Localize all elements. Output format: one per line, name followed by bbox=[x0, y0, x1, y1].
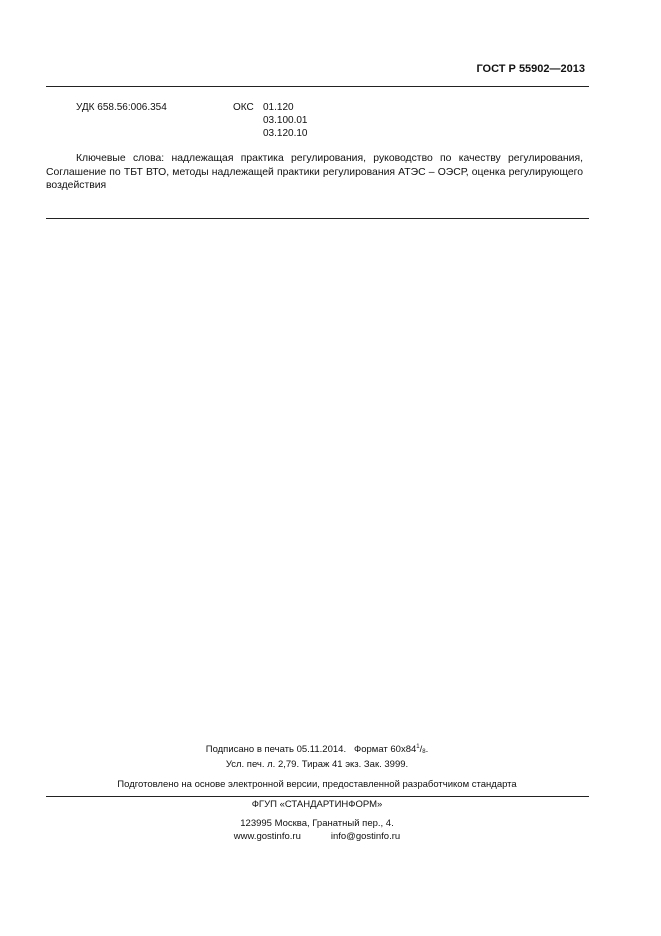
udk-code: УДК 658.56:006.354 bbox=[76, 102, 167, 113]
publisher-address: 123995 Москва, Гранатный пер., 4. bbox=[240, 818, 394, 829]
keywords-divider bbox=[46, 218, 589, 219]
signed-line bbox=[0, 741, 634, 759]
print-details: Усл. печ. л. 2,79. Тираж 41 экз. Зак. 3999. bbox=[225, 758, 409, 770]
website-link[interactable]: www.gostinfo.ru bbox=[233, 830, 301, 842]
prepared-note: Подготовлено на основе электронной версии, предоставленной разработчиком стандарта bbox=[117, 779, 517, 790]
paper-format: Формат $60x84^1/_8$. bbox=[354, 744, 429, 755]
contact-line bbox=[0, 831, 634, 844]
publisher-name: ФГУП «СТАНДАРТИНФОРМ» bbox=[251, 799, 383, 810]
oks-label: ОКС bbox=[233, 102, 254, 113]
oks-codes bbox=[263, 101, 308, 140]
publisher-contacts bbox=[0, 818, 634, 843]
standard-code: ГОСТ Р 55902—2013 bbox=[476, 63, 585, 75]
oks-code: 03.120.10 bbox=[263, 128, 308, 139]
header-divider bbox=[46, 86, 589, 87]
signed-date: Подписано в печать 05.11.2014. bbox=[205, 744, 347, 755]
keywords-paragraph: Ключевые слова: надлежащая практика регулирования, руководство по качеству регулирования, Соглашение по ТБТ ВТО, методы надлежащей практики регулирования АТЭС – ОЭСР, оценка регулирующего воздействия bbox=[46, 153, 583, 191]
imprint-block bbox=[0, 741, 634, 771]
oks-code: 01.120 bbox=[263, 102, 294, 113]
oks-code: 03.100.01 bbox=[263, 115, 308, 126]
email-link[interactable]: info@gostinfo.ru bbox=[330, 830, 401, 842]
imprint-divider bbox=[46, 796, 589, 797]
